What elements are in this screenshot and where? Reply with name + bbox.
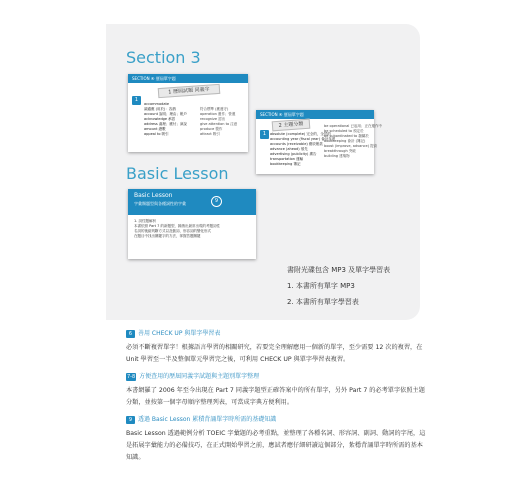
note-body: Basic Lesson 透過範例分析 TOEIC 字彙題的必考重點，並整理了各種名詞、形容詞、副詞、動詞的字尾，這是拓展字彙能力的必備技巧，在正式開始學習之前，應試者應仔細研讀這個部分，紮穩背誦單字時所需的基本知識。	[126, 430, 426, 461]
thumb1-synonym-list: 符合標準 (應遵守) operation 運作；營運 recognize 認出 give attention to 注意 produce 製作 attract 吸引	[200, 107, 238, 136]
note-badge: 6	[126, 330, 135, 338]
thumb2-number: 1	[260, 130, 269, 139]
section-title: Section 3	[126, 48, 201, 67]
cd-description-item: 1. 本書所有單字 MP3	[287, 282, 355, 290]
sample-page-synonym-questions	[128, 74, 248, 152]
cd-description-item: 2. 本書所有單字學習表	[287, 298, 359, 306]
thumb3-badge: 9	[211, 196, 222, 207]
thumb3-title: Basic Lesson	[134, 192, 173, 199]
sample-page-topic-vocabulary	[256, 110, 383, 174]
thumb2-word-list: absolute (complete) 完全的，全然的 accounting year (fiscal year) 會計年度 accounts (receivable) 應收帳款 advance (ahead) 預先 advertising (publicity) 廣告 transportation 運輸 bookkeeping 簿記	[270, 132, 336, 166]
note-badge: 7-8	[127, 374, 136, 380]
basic-lesson-title: Basic Lesson	[126, 164, 229, 183]
thumb1-number: 1	[132, 96, 141, 105]
thumb1-header: SECTION ④ 歷屆單字題	[128, 74, 248, 83]
note-body: 必須不斷複習單字！根據語言學習的相關研究，若要完全理解應用一個新的單字，至少需要 12 次的複習，在 Unit 學習至一半及整個單元學習完之後，可利用 CHECK UP 與單字學習表複習。	[126, 344, 423, 363]
note-heading	[126, 415, 426, 425]
feature-notes	[126, 329, 426, 470]
cd-description	[287, 262, 390, 310]
thumb2-banner: 2 主題分類	[272, 119, 311, 132]
thumb3-body: 1. 詞性題解析 本書依照 Part 7 的新題型，歸納出最常出現的考題詞性 名詞的後綴判斷方式以及動詞、形容詞的變化形式 在題目中找出關鍵字的方法，掌握答題關鍵	[134, 219, 220, 238]
thumb1-banner: 1 歷屆試題 同義字	[158, 84, 221, 98]
thumb3-subtitle: 字彙類題型與各種詞性的字彙	[134, 201, 186, 206]
thumb2-word-list-right: be operational 已起用；正在運作中 be scheduled to 預定於 be subordinated to 隸屬於 bookkeeping 會計 (簿記) boost (improve, advance) 提高 breakthrough 突破 building 建築物	[324, 124, 383, 158]
cd-description-title: 書附光碟包含 MP3 及單字學習表	[287, 266, 391, 274]
thumb3-header	[128, 189, 256, 215]
note-heading-text: 方便查用的歷屆同義字試題與主題別單字整理	[139, 373, 260, 380]
note-heading	[126, 372, 426, 382]
thumb1-word-list: accommodate 調適應 (用於)：容納 account 說明；理由；帳戶 acknowledge 承認 address 處理；應付；演說 amount 總數 appeal to 吸引	[144, 102, 188, 136]
note-badge: 9	[126, 416, 135, 424]
note-heading	[126, 329, 426, 339]
thumb2-header: SECTION ④ 歷屆單字題	[256, 110, 374, 119]
note-body: 本書網羅了 2006 年至今出現在 Part 7 同義字題型正確答案中的所有單字，另外 Part 7 的必考單字依照主題分類，並按第一個字母順序整理列表，可當成字典方便利用。	[126, 387, 425, 406]
sample-page-basic-lesson	[128, 189, 256, 259]
note-heading-text: 善用 CHECK UP 與單字學習表	[138, 330, 221, 337]
note-heading-text: 透過 Basic Lesson 累積背誦單字時所需的基礎知識	[138, 416, 277, 423]
